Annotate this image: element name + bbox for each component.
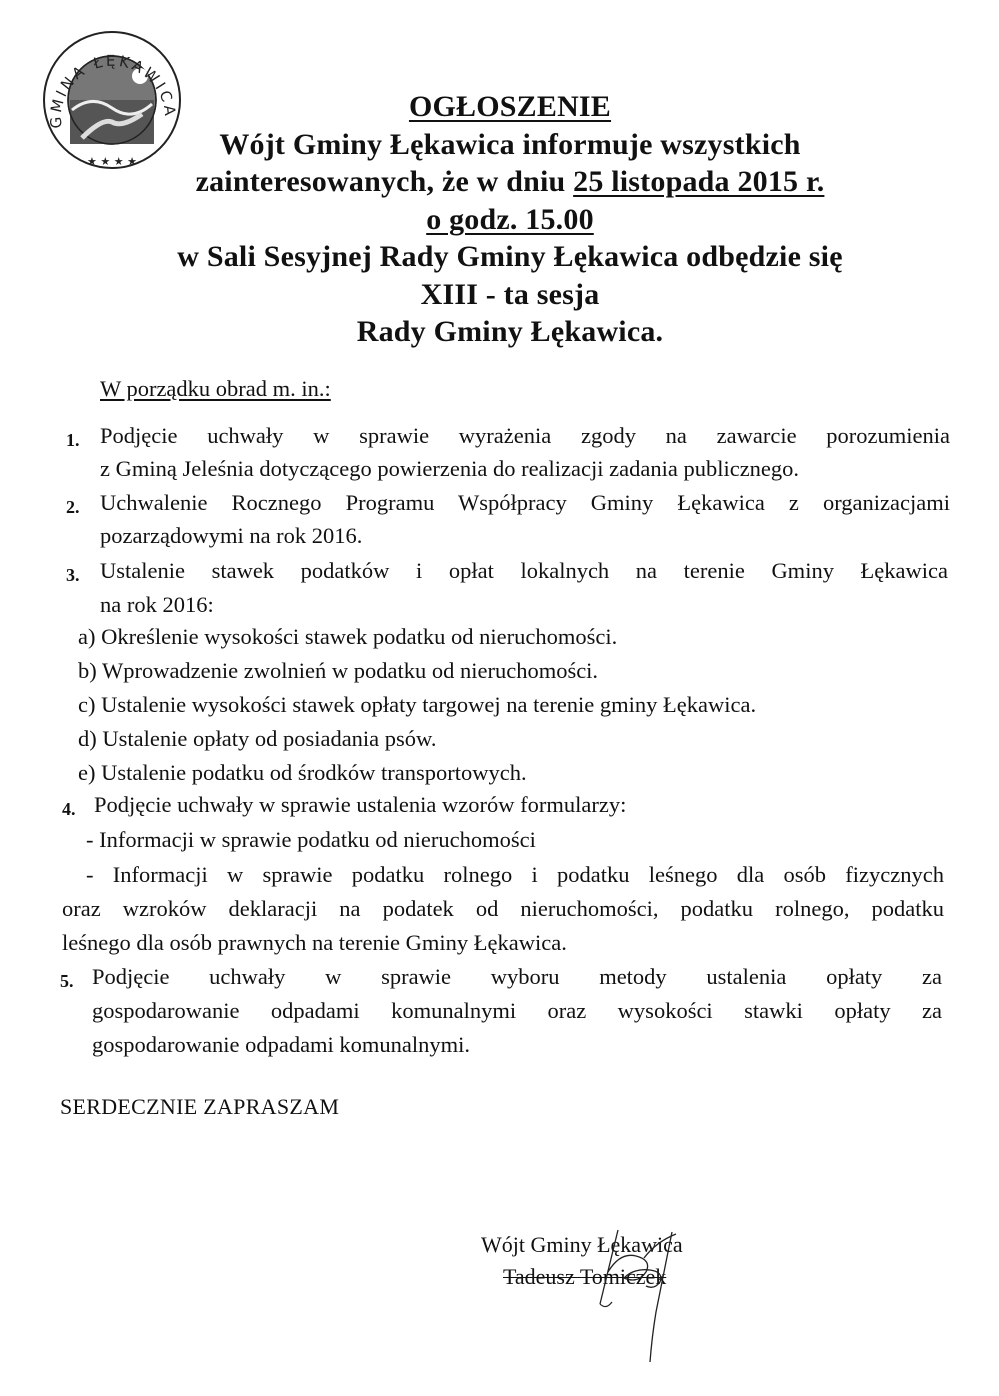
agenda-item-4-line-1: Podjęcie uchwały w sprawie ustalenia wzorów formularzy: <box>94 792 627 817</box>
agenda-item-4-line-2: - Informacji w sprawie podatku od nieruchomości <box>86 827 536 852</box>
agenda-item-2-line-1: Uchwalenie Rocznego Programu Współpracy Gminy Łękawica z organizacjami <box>100 490 950 515</box>
session-number: XIII - ta sesja <box>420 277 600 311</box>
agenda-item-5-line-3: gospodarowanie odpadami komunalnymi. <box>92 1032 471 1057</box>
agenda-item-3-line-2: na rok 2016: <box>100 592 214 617</box>
seal-stars: ★ ★ ★ ★ <box>87 155 137 168</box>
signatory-name: Tadeusz Tomiczek <box>503 1264 667 1289</box>
agenda-item-3d: d) Ustalenie opłaty od posiadania psów. <box>78 726 437 751</box>
agenda-item-3a: a) Określenie wysokości stawek podatku od nieruchomości. <box>78 624 618 649</box>
header-line-6: Rady Gminy Łękawica. <box>356 315 664 348</box>
agenda-item-1-line-1: Podjęcie uchwały w sprawie wyrażenia zgody na zawarcie porozumienia <box>100 423 950 448</box>
agenda-item-1-line-2: z Gminą Jeleśnia dotyczącego powierzenia do realizacji zadania publicznego. <box>100 456 800 481</box>
agenda-item-2-line-2: pozarządowymi na rok 2016. <box>100 523 363 548</box>
agenda-item-4-line-4: oraz wzroków deklaracji na podatek od nieruchomości, podatku rolnego, podatku <box>62 896 944 921</box>
session-date: 25 listopada 2015 r. <box>573 165 825 198</box>
agenda-item-3-line-1: Ustalenie stawek podatków i opłat lokalnych na terenie Gminy Łękawica <box>100 558 948 583</box>
agenda-item-3e: e) Ustalenie podatku od środków transportowych. <box>78 760 527 785</box>
agenda-item-3-number: 3. <box>66 565 80 585</box>
header-line-4: w Sali Sesyjnej Rady Gminy Łękawica odbędzie się <box>177 240 843 273</box>
agenda-intro: W porządku obrad m. in.: <box>100 376 331 401</box>
header-line-2-prefix: zainteresowanych, że w dniu <box>195 165 574 198</box>
signatory-title: Wójt Gminy Łękawica <box>481 1232 683 1257</box>
agenda-item-4-line-3: - Informacji w sprawie podatku rolnego i podatku leśnego dla osób fizycznych <box>86 862 944 887</box>
closing-invitation: SERDECZNIE ZAPRASZAM <box>60 1094 340 1119</box>
seal-text: GMINA ŁĘKAWICA <box>46 51 180 129</box>
agenda-item-4-line-5: leśnego dla osób prawnych na terenie Gminy Łękawica. <box>62 930 567 955</box>
agenda-item-4-number: 4. <box>62 799 76 819</box>
agenda-item-2-number: 2. <box>66 497 80 517</box>
agenda-item-1-number: 1. <box>66 430 80 450</box>
session-time: o godz. 15.00 <box>426 202 594 236</box>
agenda-item-5-line-2: gospodarowanie odpadami komunalnymi oraz wysokości stawki opłaty za <box>92 998 942 1023</box>
agenda-item-3c: c) Ustalenie wysokości stawek opłaty targowej na terenie gminy Łękawica. <box>78 692 757 717</box>
handwritten-signature <box>560 1212 710 1372</box>
agenda-item-5-line-1: Podjęcie uchwały w sprawie wyboru metody ustalenia opłaty za <box>92 964 942 989</box>
announcement-title: OGŁOSZENIE <box>408 90 612 123</box>
agenda-item-5-number: 5. <box>60 971 74 991</box>
header-line-1: Wójt Gminy Łękawica informuje wszystkich <box>219 127 801 161</box>
agenda-item-3b: b) Wprowadzenie zwolnień w podatku od nieruchomości. <box>78 658 599 683</box>
